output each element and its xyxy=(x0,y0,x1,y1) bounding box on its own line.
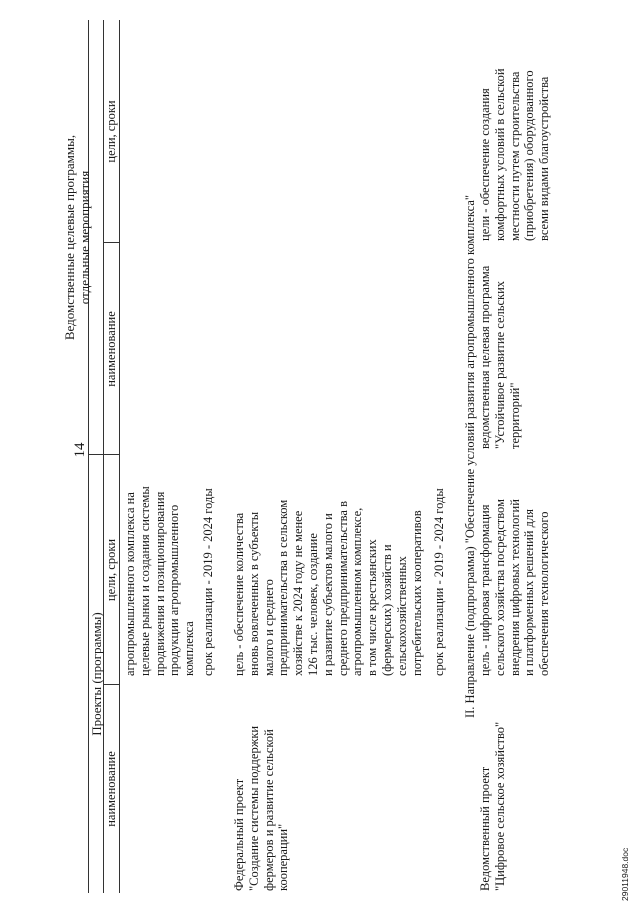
section-row-program-goals: цели - обеспечение создания комфортных условий в сельской местности путем строительства (приобретения) оборудованного всеми видами благоустройства xyxy=(478,68,552,241)
section-row-goals: цель - цифровая трансформация сельского хозяйства посредством внедрения цифровых технологий и платформенных решений для обеспечения технологического xyxy=(478,499,552,676)
row-1-period: срок реализации - 2019 - 2024 годы xyxy=(201,488,215,676)
header-name-left: наименование xyxy=(104,751,118,827)
header-bottom-border xyxy=(119,20,120,893)
section-row-name: Ведомственный проект "Цифровое сельское хозяйство" xyxy=(478,721,507,891)
header-projects: Проекты (программы) xyxy=(89,612,104,736)
row-1-goals: агропромышленного комплекса на целевые рынки и создания системы продвижения и позиционирования продукции агропромышленного комплекса xyxy=(123,486,197,676)
row-2-period: срок реализации - 2019 - 2024 годы xyxy=(432,488,446,676)
header-programs: Ведомственные целевые программы, отдельные мероприятия xyxy=(62,134,92,341)
section-title: II. Направление (подпрограмма) "Обеспечение условий развития агропромышленного комплекса" xyxy=(463,194,477,719)
section-row-program-name: ведомственная целевая программа "Устойчивое развитие сельских территорий" xyxy=(478,265,522,449)
row-2-goals: цель - обеспечение количества вновь вовлеченных в субъекты малого и среднего предпринимательства в сельском хозяйстве к 2024 году не менее 126 тыс. человек, создание и развитие субъектов малого и среднего предпринимательства в агропромышленном комплексе, в том числе крестьянских (фермерских) хозяйств и сельскохозяйственных потребительских кооперативов xyxy=(232,499,424,676)
header-name-right: наименование xyxy=(104,311,118,387)
page-number: 14 xyxy=(72,442,88,458)
header-goals-right: цели, сроки xyxy=(104,100,118,163)
row-2-name: Федеральный проект "Создание системы поддержки фермеров и развитие сельской кооперации" xyxy=(232,725,291,891)
document-code: 29011948.doc xyxy=(620,847,630,901)
header-goals-left: цели, сроки xyxy=(104,538,118,602)
